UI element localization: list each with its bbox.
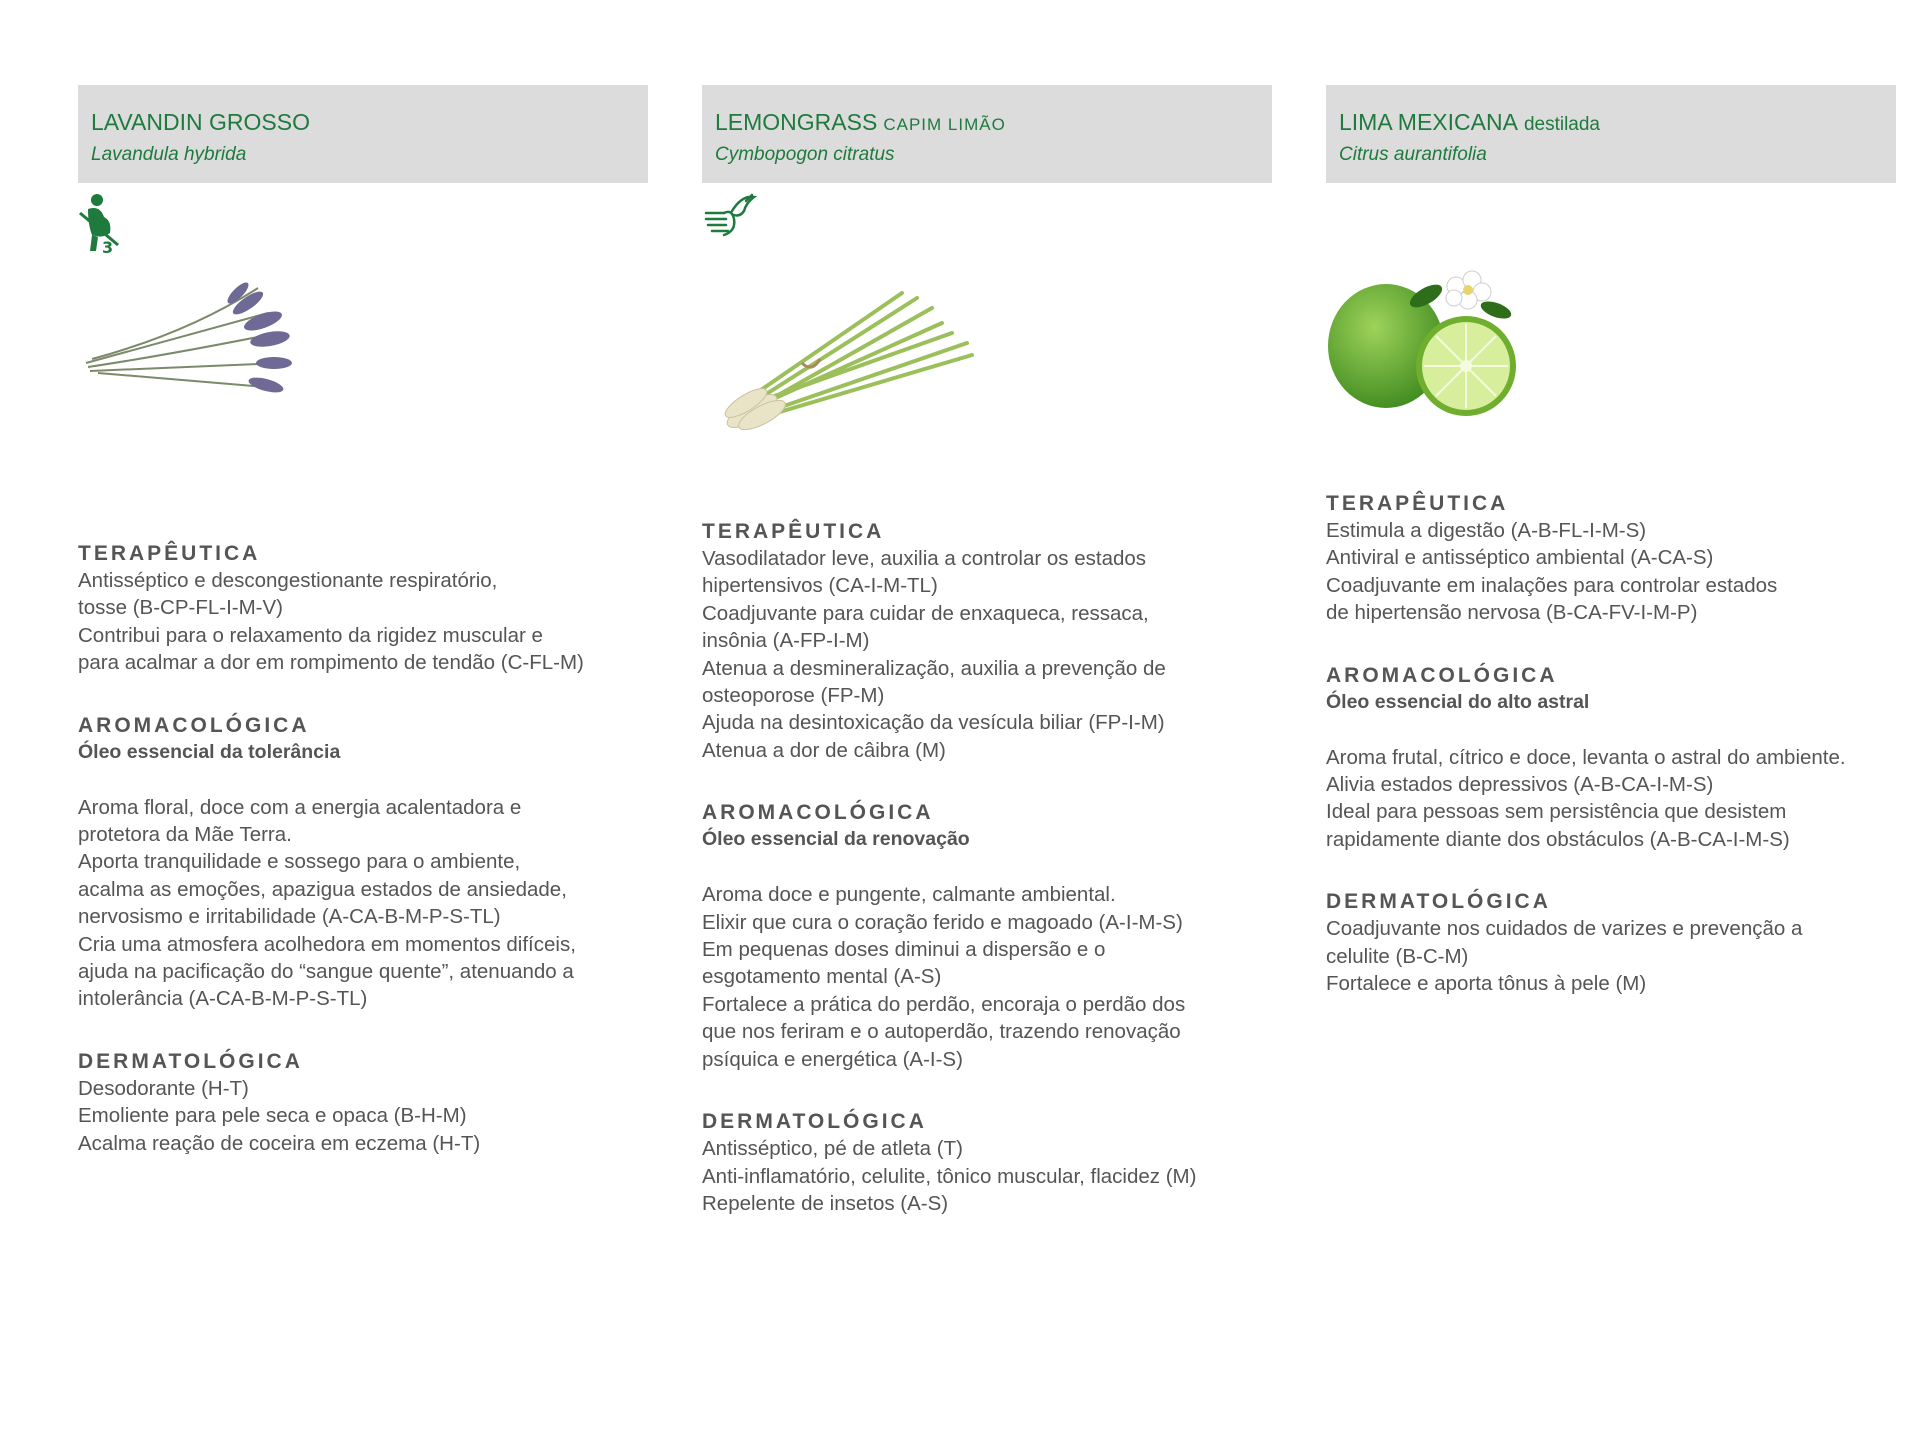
plant-name-text: LEMONGRASS: [715, 109, 878, 135]
text-line: Atenua a dor de câibra (M): [702, 738, 946, 762]
text-line: Antiviral e antisséptico ambiental (A-CA-S): [1326, 546, 1714, 570]
text-line: intolerância (A-CA-B-M-P-S-TL): [78, 987, 368, 1011]
text-line: Aroma floral, doce com a energia acalentadora e: [78, 795, 522, 819]
icon-row: [78, 183, 648, 263]
section-title: AROMACOLÓGICA: [1326, 663, 1558, 687]
text-line: Cria uma atmosfera acolhedora em momentos difíceis,: [78, 932, 576, 956]
section-terapeutica: [1326, 490, 1896, 627]
text-line: ajuda na pacificação do “sangue quente”, atenuando a: [78, 960, 574, 984]
text-line: que nos feriram e o autoperdão, trazendo renovação: [702, 1020, 1181, 1044]
section-dermatologica: [1326, 888, 1896, 997]
text-line: Elixir que cura o coração ferido e magoado (A-I-M-S): [702, 910, 1183, 934]
text-line: para acalmar a dor em rompimento de tendão (C-FL-M): [78, 651, 584, 675]
svg-text:3: 3: [102, 238, 114, 257]
text-line: Acalma reação de coceira em eczema (H-T): [78, 1131, 481, 1155]
section-terapeutica: [78, 540, 648, 677]
text-line: Ajuda na desintoxicação da vesícula biliar (FP-I-M): [702, 711, 1165, 735]
plant-common-name: destilada: [1523, 114, 1600, 135]
oil-header: [1326, 85, 1896, 183]
text-line: Anti-inflamatório, celulite, tônico muscular, flacidez (M): [702, 1164, 1197, 1188]
text-line: Coadjuvante em inalações para controlar estados: [1326, 573, 1778, 597]
plant-scientific-name: Lavandula hybrida: [91, 144, 247, 165]
text-line: osteoporose (FP-M): [702, 684, 885, 708]
text-line: Desodorante (H-T): [78, 1076, 249, 1100]
section-title: DERMATOLÓGICA: [1326, 890, 1551, 914]
text-line: Fortalece a prática do perdão, encoraja o perdão dos: [702, 992, 1186, 1016]
text-line: Antisséptico, pé de atleta (T): [702, 1137, 963, 1161]
sections: [1326, 490, 1896, 1032]
lavender-illustration: [78, 263, 308, 423]
section-title: AROMACOLÓGICA: [78, 713, 310, 737]
text-line: Coadjuvante para cuidar de enxaqueca, ressaca,: [702, 601, 1149, 625]
lemongrass-photo: [702, 263, 1272, 463]
section-dermatologica: [702, 1108, 1272, 1217]
plant-name-text: LAVANDIN GROSSO: [91, 109, 310, 135]
text-line: Emoliente para pele seca e opaca (B-H-M): [78, 1104, 467, 1128]
section-aromacologica: [702, 799, 1272, 1073]
oil-card-lavandin: [78, 85, 648, 1155]
text-line: Vasodilatador leve, auxilia a controlar os estados: [702, 547, 1147, 570]
text-line: Antisséptico e descongestionante respiratório,: [78, 569, 498, 592]
sections: [702, 518, 1272, 1252]
text-line: esgotamento mental (A-S): [702, 965, 942, 989]
plant-name: [715, 107, 1259, 140]
section-dermatologica: [78, 1048, 648, 1157]
text-line: Repelente de insetos (A-S): [702, 1191, 949, 1215]
text-line: tosse (B-CP-FL-I-M-V): [78, 596, 283, 620]
text-line: Fortalece e aporta tônus à pele (M): [1326, 972, 1647, 996]
section-aromacologica: [1326, 662, 1896, 854]
text-line: rapidamente diante dos obstáculos (A-B-CA-I-M-S): [1326, 827, 1790, 851]
sections: [78, 540, 648, 1192]
plant-common-name: CAPIM LIMÃO: [883, 115, 1006, 134]
text-line: psíquica e energética (A-I-S): [702, 1047, 963, 1071]
plant-name-text: LIMA MEXICANA: [1339, 109, 1518, 135]
section-subtitle: Óleo essencial da renovação: [702, 828, 970, 851]
oil-header: [78, 85, 648, 183]
plant-name: [1339, 107, 1883, 140]
section-title: TERAPÊUTICA: [1326, 492, 1509, 515]
text-line: Aroma doce e pungente, calmante ambiental.: [702, 883, 1116, 907]
lemongrass-illustration: [702, 263, 992, 433]
plant-name: [91, 107, 635, 140]
text-line: Coadjuvante nos cuidados de varizes e prevenção a: [1326, 917, 1803, 941]
pregnancy-warning-icon: [78, 191, 126, 259]
oil-header: [702, 85, 1272, 183]
section-aromacologica: [78, 712, 648, 1013]
text-line: Estimula a digestão (A-B-FL-I-M-S): [1326, 519, 1647, 542]
text-line: protetora da Mãe Terra.: [78, 823, 292, 847]
oil-card-lima-mexicana: [1326, 85, 1896, 996]
text-line: Aporta tranquilidade e sossego para o ambiente,: [78, 850, 521, 874]
text-line: hipertensivos (CA-I-M-TL): [702, 574, 938, 598]
section-title: AROMACOLÓGICA: [702, 801, 934, 825]
text-line: Atenua a desmineralização, auxilia a prevenção de: [702, 656, 1166, 680]
text-line: Contribui para o relaxamento da rigidez muscular e: [78, 623, 543, 647]
lime-illustration: [1326, 258, 1526, 428]
section-title: DERMATOLÓGICA: [78, 1049, 303, 1073]
text-line: Ideal para pessoas sem persistência que desistem: [1326, 800, 1787, 824]
section-title: DERMATOLÓGICA: [702, 1110, 927, 1134]
lime-photo: [1326, 258, 1896, 458]
text-line: Alivia estados depressivos (A-B-CA-I-M-S): [1326, 773, 1714, 797]
section-subtitle: Óleo essencial do alto astral: [1326, 690, 1590, 713]
text-line: nervosismo e irritabilidade (A-CA-B-M-P-S-TL): [78, 905, 501, 929]
plant-scientific-name: Citrus aurantifolia: [1339, 144, 1487, 165]
text-line: acalma as emoções, apazigua estados de ansiedade,: [78, 877, 567, 901]
text-line: de hipertensão nervosa (B-CA-FV-I-M-P): [1326, 601, 1698, 625]
icon-row: [702, 183, 1272, 263]
section-title: TERAPÊUTICA: [702, 520, 885, 543]
text-line: celulite (B-C-M): [1326, 944, 1469, 968]
text-line: insônia (A-FP-I-M): [702, 629, 870, 653]
section-terapeutica: [702, 518, 1272, 764]
section-title: TERAPÊUTICA: [78, 542, 261, 565]
text-line: Em pequenas doses diminui a dispersão e o: [702, 938, 1106, 962]
plant-scientific-name: Cymbopogon citratus: [715, 144, 895, 165]
section-subtitle: Óleo essencial da tolerância: [78, 740, 341, 763]
text-line: Aroma frutal, cítrico e doce, levanta o astral do ambiente.: [1326, 745, 1846, 769]
oil-card-lemongrass: [702, 85, 1272, 1215]
hand-dove-icon: [702, 191, 758, 243]
lavender-photo: [78, 263, 648, 463]
